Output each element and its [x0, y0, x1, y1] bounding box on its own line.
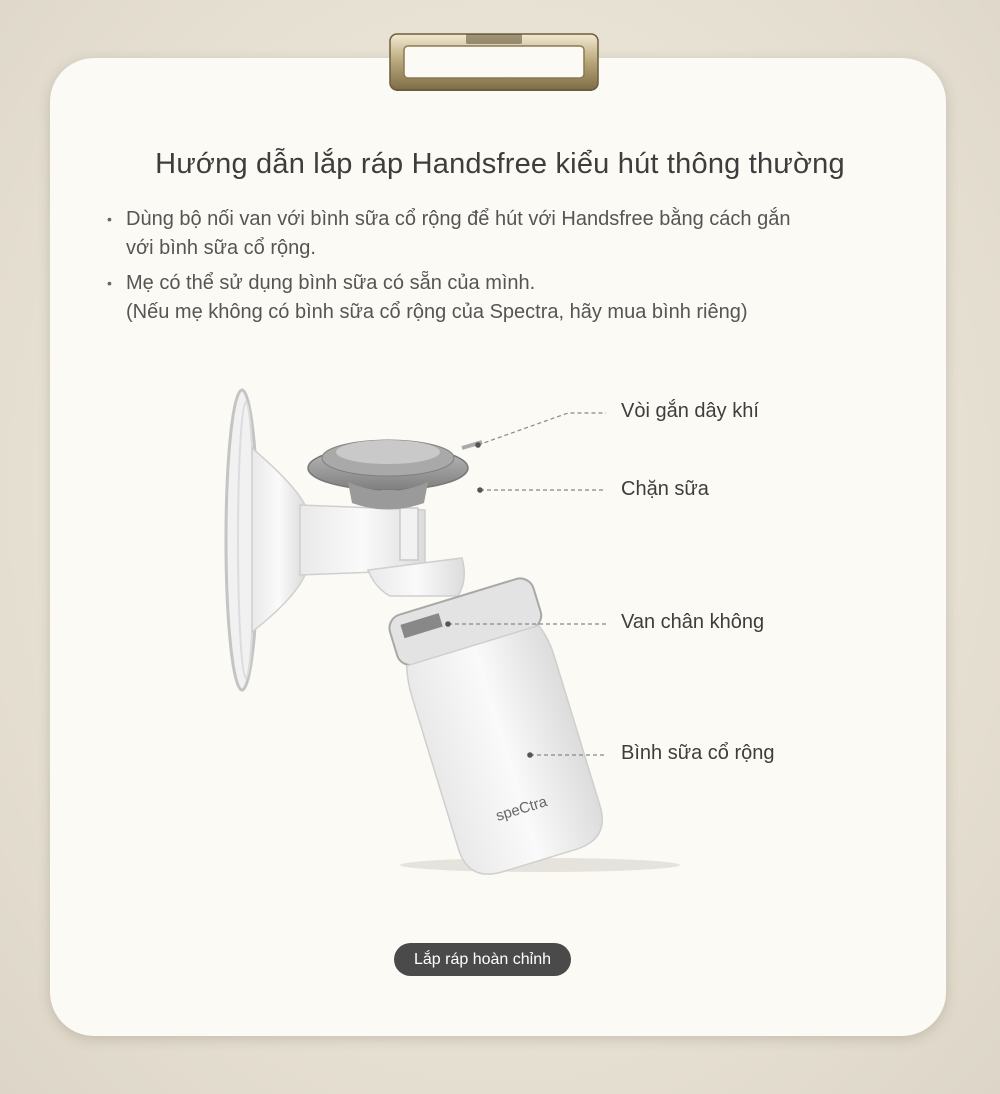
instruction-line: Dùng bộ nối van với bình sữa cổ rộng để hút với Handsfree bằng cách gắn — [126, 208, 791, 230]
instruction-line: Mẹ có thể sử dụng bình sữa có sẵn của mình. — [126, 272, 536, 294]
instruction-line: (Nếu mẹ không có bình sữa cổ rộng của Spectra, hãy mua bình riêng) — [126, 301, 748, 323]
caption-badge: Lắp ráp hoàn chỉnh — [394, 943, 571, 976]
valve-cap — [308, 440, 482, 510]
instruction-line: với bình sữa cổ rộng. — [126, 237, 316, 259]
breast-pump-illustration — [200, 360, 820, 920]
part-label-backflow-protector: Chặn sữa — [621, 478, 709, 500]
part-label-wide-neck-bottle: Bình sữa cổ rộng — [621, 742, 775, 764]
part-label-vacuum-valve: Van chân không — [621, 611, 765, 633]
flange — [226, 390, 305, 690]
bullet-dot: • — [107, 275, 112, 291]
instruction-list — [107, 205, 887, 333]
instruction-item — [107, 205, 887, 263]
milk-bottle — [386, 575, 610, 883]
bullet-dot: • — [107, 211, 112, 227]
part-label-air-port: Vòi gắn dây khí — [621, 400, 759, 422]
brand-logo: speCtra — [493, 793, 550, 825]
instruction-item — [107, 269, 887, 327]
page-title: Hướng dẫn lắp ráp Handsfree kiểu hút thông thường — [155, 148, 845, 180]
clipboard-clip-icon — [388, 30, 600, 100]
